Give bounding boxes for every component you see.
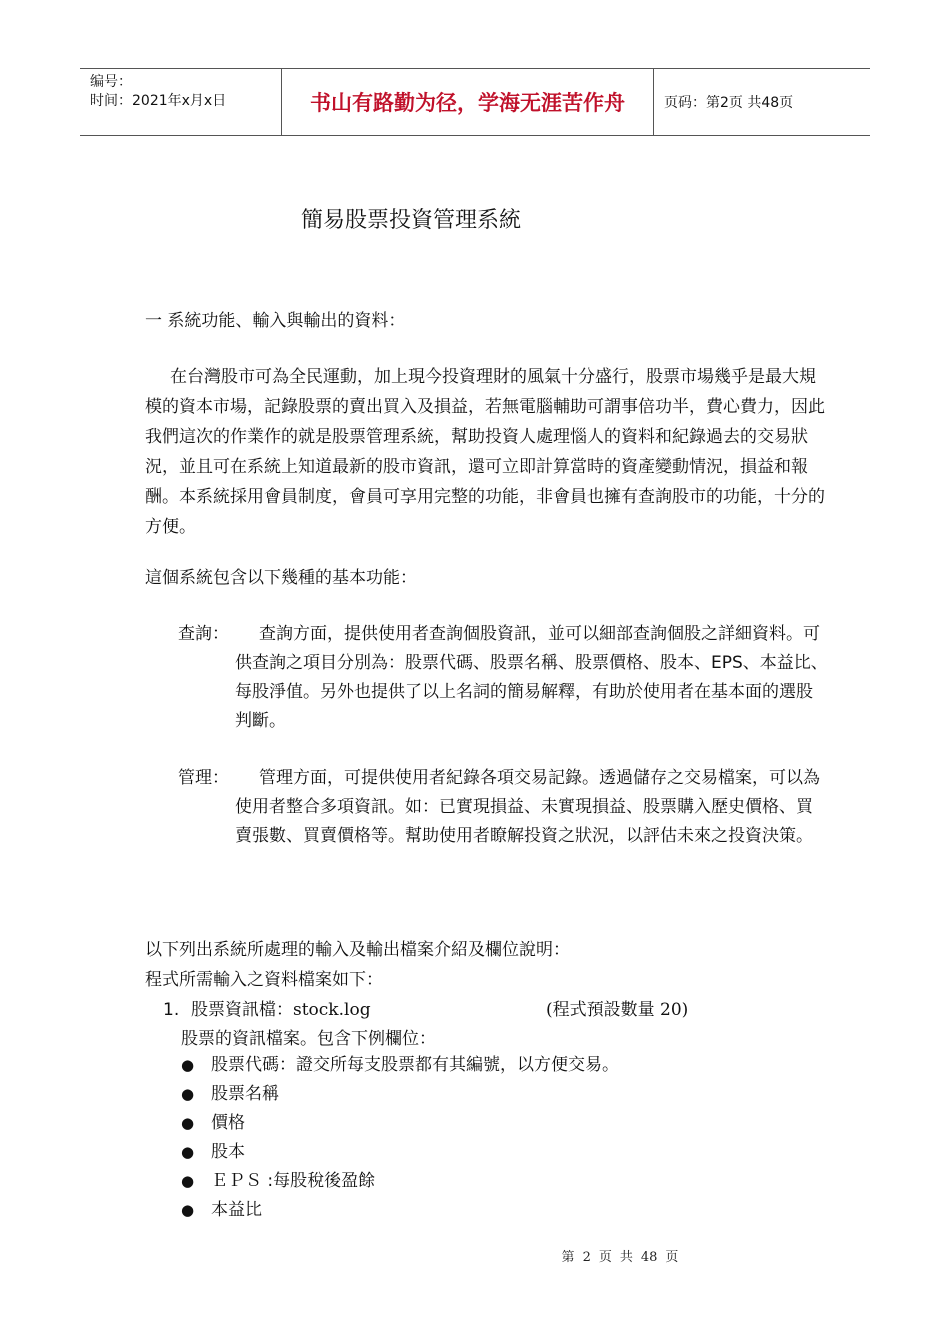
file-item-description: 股票的資訊檔案。包含下例欄位：: [181, 1029, 436, 1049]
list-item: [181, 1051, 619, 1080]
bullet-icon: ●: [181, 1085, 195, 1103]
footer-page-word: 页: [598, 1250, 612, 1265]
bullet-icon: ●: [181, 1056, 195, 1074]
field-text: 股票名稱: [211, 1084, 279, 1104]
page-footer: [0, 1246, 950, 1265]
file-item-number: 1.: [163, 1000, 180, 1020]
field-text: 價格: [211, 1113, 245, 1133]
header-meta: [80, 69, 282, 135]
bullet-icon: ●: [181, 1172, 195, 1190]
field-text: 本益比: [211, 1200, 262, 1220]
function-manage-text: 管理方面，可提供使用者紀錄各項交易記錄。透過儲存之交易檔案，可以為使用者整合多項資訊。如：已實現損益、未實現損益、股票購入歷史價格、買賣張數、買賣價格等。幫助使用者瞭解投資之狀況，以評估未來之投資決策。: [235, 768, 820, 846]
bullet-icon: ●: [181, 1143, 195, 1161]
footer-suffix: 页: [665, 1250, 679, 1265]
footer-page-number: 2: [582, 1250, 591, 1265]
function-query-label: 查詢：: [178, 624, 229, 644]
list-item: [181, 1196, 619, 1225]
header-page-info: 页码：第2页 共48页: [664, 95, 794, 111]
footer-total-pages: 48: [640, 1250, 658, 1265]
footer-total-word: 共: [619, 1250, 633, 1265]
footer-prefix: 第: [561, 1250, 575, 1265]
functions-intro: 這個系統包含以下幾種的基本功能：: [145, 568, 417, 588]
file-item-filename: stock.log: [293, 1000, 371, 1020]
page-header: [80, 68, 870, 136]
field-text: 股本: [211, 1142, 245, 1162]
function-query: [178, 620, 828, 736]
file-item: [163, 995, 723, 1025]
list-item: [181, 1109, 619, 1138]
field-text: 股票代碼：證交所每支股票都有其編號，以方便交易。: [211, 1055, 619, 1075]
bullet-icon: ●: [181, 1201, 195, 1219]
header-motto: 书山有路勤为径，学海无涯苦作舟: [282, 69, 654, 135]
function-manage: [178, 764, 828, 851]
function-query-text: 查詢方面，提供使用者查詢個股資訊，並可以細部查詢個股之詳細資料。可供查詢之項目分別為：股票代碼、股票名稱、股票價格、股本、EPS、本益比、每股淨值。另外也提供了以上名詞的簡易解釋，有助於使用者在基本面的選股判斷。: [235, 624, 828, 731]
list-item: [181, 1080, 619, 1109]
function-manage-label: 管理：: [178, 768, 229, 788]
files-need: 程式所需輸入之資料檔案如下：: [145, 970, 383, 990]
field-text: ＥＰＳ :每股稅後盈餘: [211, 1171, 376, 1191]
file-item-note: (程式預設數量 20): [546, 1000, 689, 1020]
section-heading: 一 系統功能、輸入與輸出的資料：: [145, 311, 406, 331]
field-list: [181, 1051, 619, 1225]
header-date: 时间：2021年x月x日: [90, 93, 227, 109]
intro-paragraph: 在台灣股市可為全民運動，加上現今投資理財的風氣十分盛行，股票市場幾乎是最大規模的資本市場，記錄股票的賣出買入及損益，若無電腦輔助可謂事倍功半，費心費力，因此我們這次的作業作的就是股票管理系統，幫助投資人處理惱人的資料和紀錄過去的交易狀況，並且可在系統上知道最新的股市資訊，還可立即計算當時的資產變動情況，損益和報酬。本系統採用會員制度，會員可享用完整的功能，非會員也擁有查詢股市的功能，十分的方便。: [145, 367, 825, 537]
header-number-label: 编号：: [90, 74, 132, 90]
list-item: [181, 1167, 619, 1196]
files-intro: 以下列出系統所處理的輸入及輸出檔案介紹及欄位說明：: [145, 940, 570, 960]
list-item: [181, 1138, 619, 1167]
file-item-name: 股票資訊檔：: [191, 1000, 293, 1020]
document-title: 簡易股票投資管理系統: [300, 208, 521, 233]
bullet-icon: ●: [181, 1114, 195, 1132]
